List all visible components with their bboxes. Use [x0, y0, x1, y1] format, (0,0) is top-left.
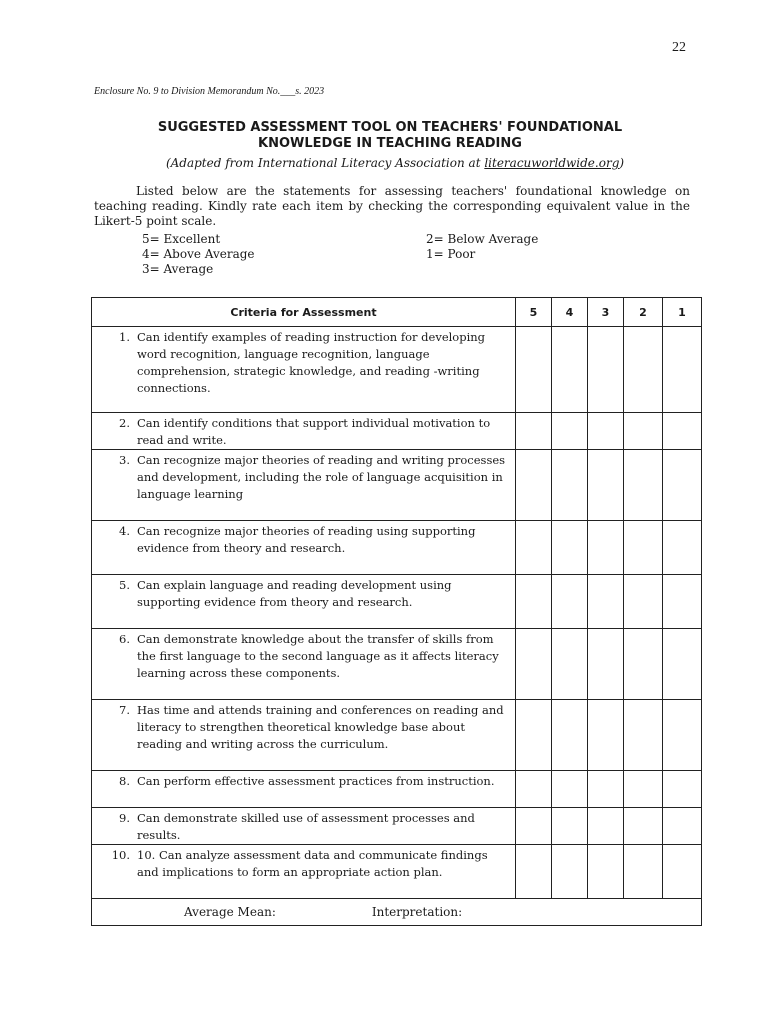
- scale-5: 5= Excellent: [142, 232, 221, 246]
- rating-5-box[interactable]: [516, 771, 552, 808]
- criterion-text: Has time and attends training and conferences on reading and literacy to strengthen theoretical knowledge base about reading and writing across the curriculum.: [137, 703, 504, 751]
- rating-3-box[interactable]: [588, 575, 624, 629]
- criterion-cell: [92, 450, 516, 521]
- source-link[interactable]: literacuworldwide.org: [484, 156, 620, 170]
- rating-2-box[interactable]: [624, 521, 663, 575]
- criterion-text: Can identify examples of reading instruction for developing word recognition, language recognition, language comprehension, strategic knowledge, and reading -writing connections.: [137, 330, 486, 395]
- rating-3-box[interactable]: [588, 521, 624, 575]
- rating-2-box[interactable]: [624, 845, 663, 899]
- criterion-cell: [92, 700, 516, 771]
- rating-5-header: 5: [516, 298, 552, 327]
- table-row: [92, 413, 702, 450]
- subtitle-prefix: (Adapted from International Literacy Association at: [165, 156, 485, 170]
- rating-1-box[interactable]: [663, 413, 702, 450]
- table-row: [92, 450, 702, 521]
- rating-3-header: 3: [588, 298, 624, 327]
- title-line-1: SUGGESTED ASSESSMENT TOOL ON TEACHERS' FOUNDATIONAL: [157, 120, 623, 135]
- rating-5-box[interactable]: [516, 629, 552, 700]
- scale-4: 4= Above Average: [142, 247, 255, 261]
- rating-5-box[interactable]: [516, 450, 552, 521]
- rating-2-header: 2: [624, 298, 663, 327]
- instructions-text: Listed below are the statements for assessing teachers' foundational knowledge on teaching reading. Kindly rate each item by checking the corresponding equivalent value in the Likert-5 point scale.: [94, 184, 690, 228]
- scale-3: 3= Average: [142, 262, 214, 276]
- criterion-number: 1.: [119, 330, 130, 344]
- table-row: [92, 771, 702, 808]
- rating-1-header: 1: [663, 298, 702, 327]
- page-number: 22: [672, 40, 686, 55]
- interpretation-label: Interpretation:: [371, 905, 463, 919]
- rating-3-box[interactable]: [588, 413, 624, 450]
- table-row: [92, 521, 702, 575]
- criterion-cell: [92, 327, 516, 413]
- rating-2-box[interactable]: [624, 700, 663, 771]
- criterion-text: Can explain language and reading development using supporting evidence from theory and research.: [137, 578, 452, 609]
- rating-5-box[interactable]: [516, 327, 552, 413]
- scale-1: 1= Poor: [426, 247, 476, 261]
- criterion-cell: [92, 629, 516, 700]
- rating-4-header: 4: [552, 298, 588, 327]
- rating-4-box[interactable]: [552, 327, 588, 413]
- criterion-text: Can recognize major theories of reading using supporting evidence from theory and research.: [137, 524, 476, 555]
- criterion-cell: [92, 413, 516, 450]
- table-footer-row: [92, 899, 702, 926]
- rating-3-box[interactable]: [588, 808, 624, 845]
- rating-3-box[interactable]: [588, 327, 624, 413]
- rating-2-box[interactable]: [624, 771, 663, 808]
- rating-5-box[interactable]: [516, 845, 552, 899]
- rating-1-box[interactable]: [663, 629, 702, 700]
- table-row: [92, 629, 702, 700]
- rating-1-box[interactable]: [663, 450, 702, 521]
- rating-2-box[interactable]: [624, 575, 663, 629]
- rating-2-box[interactable]: [624, 450, 663, 521]
- criterion-cell: [92, 771, 516, 808]
- criterion-number: 7.: [119, 703, 130, 717]
- rating-4-box[interactable]: [552, 450, 588, 521]
- rating-1-box[interactable]: [663, 575, 702, 629]
- table-row: [92, 845, 702, 899]
- criterion-number: 2.: [119, 416, 130, 430]
- rating-4-box[interactable]: [552, 575, 588, 629]
- rating-5-box[interactable]: [516, 700, 552, 771]
- rating-4-box[interactable]: [552, 521, 588, 575]
- criterion-text: Can demonstrate skilled use of assessment processes and results.: [137, 811, 475, 842]
- assessment-table: [91, 297, 702, 926]
- rating-4-box[interactable]: [552, 629, 588, 700]
- criterion-number: 8.: [119, 774, 130, 788]
- rating-5-box[interactable]: [516, 575, 552, 629]
- criterion-text: 10. Can analyze assessment data and communicate findings and implications to form an appropriate action plan.: [137, 848, 488, 879]
- rating-4-box[interactable]: [552, 808, 588, 845]
- table-row: [92, 575, 702, 629]
- rating-1-box[interactable]: [663, 771, 702, 808]
- criterion-cell: [92, 575, 516, 629]
- rating-4-box[interactable]: [552, 771, 588, 808]
- rating-2-box[interactable]: [624, 808, 663, 845]
- subtitle-suffix: ): [619, 156, 625, 170]
- table-row: [92, 327, 702, 413]
- rating-1-box[interactable]: [663, 521, 702, 575]
- criterion-number: 4.: [119, 524, 130, 538]
- criterion-text: Can identify conditions that support individual motivation to read and write.: [137, 416, 491, 447]
- document-title: [90, 120, 690, 152]
- criterion-number: 10.: [111, 848, 130, 862]
- enclosure-note: Enclosure No. 9 to Division Memorandum No.___s. 2023: [94, 86, 325, 97]
- rating-2-box[interactable]: [624, 413, 663, 450]
- criterion-number: 3.: [119, 453, 130, 467]
- criterion-cell: [92, 808, 516, 845]
- rating-3-box[interactable]: [588, 700, 624, 771]
- criterion-text: Can demonstrate knowledge about the transfer of skills from the first language to the second language as it affects literacy learning across these components.: [137, 632, 499, 680]
- rating-1-box[interactable]: [663, 327, 702, 413]
- average-mean-label: Average Mean:: [184, 905, 276, 919]
- scale-2: 2= Below Average: [426, 232, 539, 246]
- rating-3-box[interactable]: [588, 450, 624, 521]
- rating-3-box[interactable]: [588, 629, 624, 700]
- table-header-row: [92, 298, 702, 327]
- rating-1-box[interactable]: [663, 808, 702, 845]
- criterion-text: Can perform effective assessment practices from instruction.: [137, 774, 495, 788]
- rating-1-box[interactable]: [663, 845, 702, 899]
- criterion-number: 5.: [119, 578, 130, 592]
- rating-2-box[interactable]: [624, 629, 663, 700]
- rating-4-box[interactable]: [552, 700, 588, 771]
- instructions-paragraph: [94, 184, 690, 229]
- scale-legend-left: [142, 232, 255, 277]
- criterion-number: 6.: [119, 632, 130, 646]
- rating-5-box[interactable]: [516, 808, 552, 845]
- title-line-2: KNOWLEDGE IN TEACHING READING: [258, 136, 522, 151]
- rating-3-box[interactable]: [588, 771, 624, 808]
- footer-cell: [92, 899, 702, 926]
- rating-3-box[interactable]: [588, 845, 624, 899]
- rating-4-box[interactable]: [552, 413, 588, 450]
- rating-5-box[interactable]: [516, 521, 552, 575]
- rating-2-box[interactable]: [624, 327, 663, 413]
- table-row: [92, 808, 702, 845]
- subtitle: [90, 156, 700, 170]
- rating-1-box[interactable]: [663, 700, 702, 771]
- criterion-cell: [92, 521, 516, 575]
- table-row: [92, 700, 702, 771]
- criteria-header: Criteria for Assessment: [92, 298, 516, 327]
- rating-4-box[interactable]: [552, 845, 588, 899]
- criterion-cell: [92, 845, 516, 899]
- criterion-text: Can recognize major theories of reading and writing processes and development, including the role of language acquisition in language learning: [137, 453, 506, 501]
- criterion-number: 9.: [119, 811, 130, 825]
- scale-legend-right: [426, 232, 538, 262]
- rating-5-box[interactable]: [516, 413, 552, 450]
